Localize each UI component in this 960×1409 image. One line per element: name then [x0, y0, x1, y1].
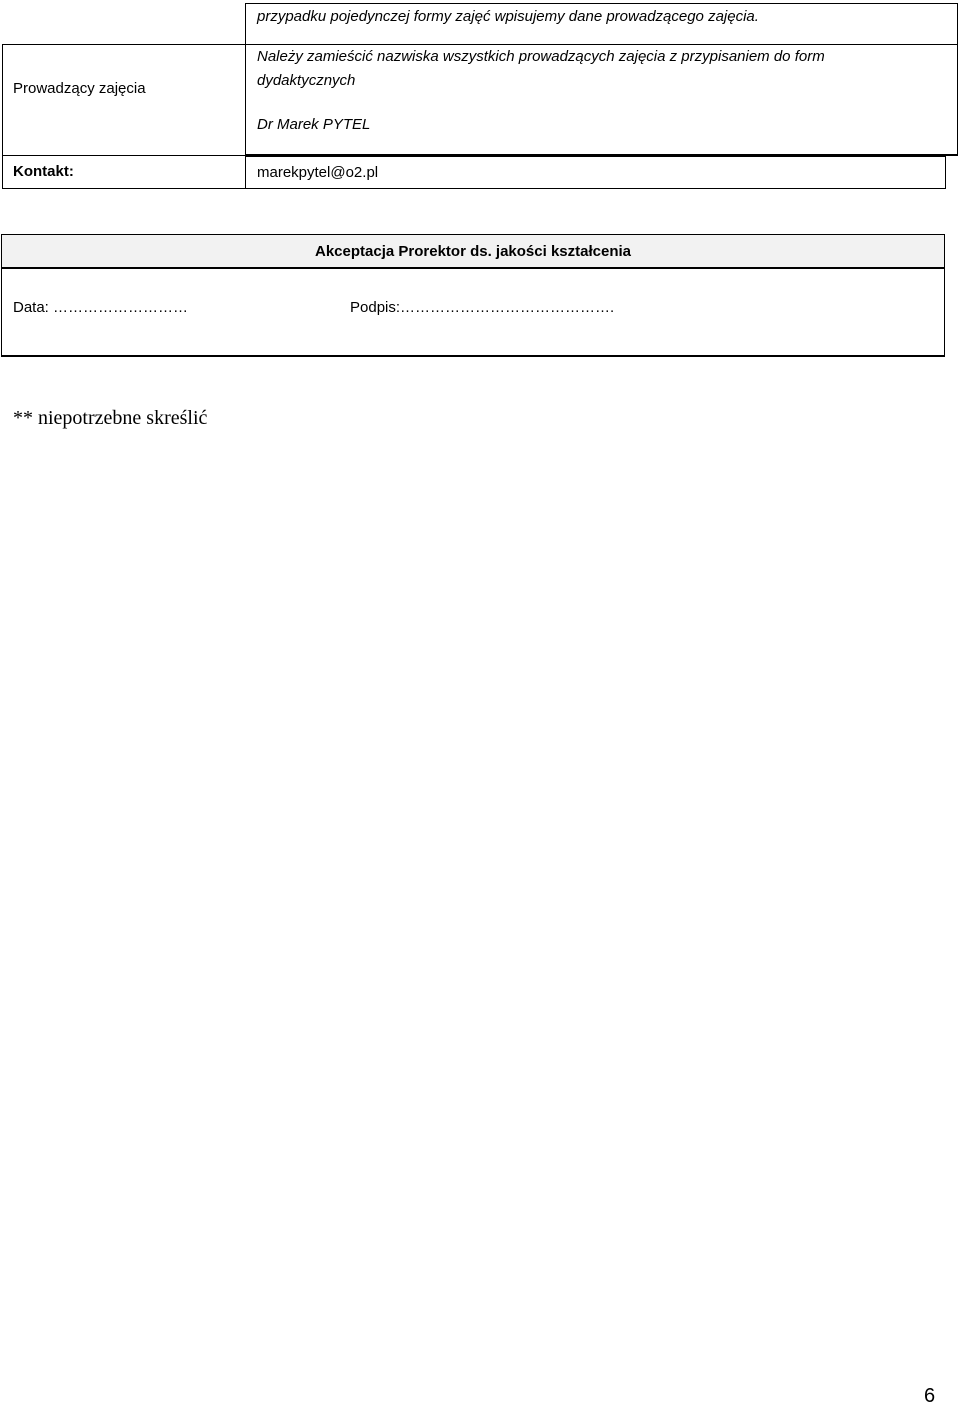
acceptance-heading: Akceptacja Prorektor ds. jakości kształcenia	[1, 234, 945, 269]
date-field-label: Data: ………………………	[13, 299, 189, 316]
course-info-table	[2, 0, 956, 188]
contact-value-cell	[245, 155, 946, 189]
teacher-name: Dr Marek PYTEL	[257, 116, 371, 133]
acceptance-body	[1, 268, 945, 357]
page-number: 6	[924, 1385, 936, 1407]
teacher-label: Prowadzący zajęcia	[13, 80, 146, 97]
contact-label: Kontakt:	[13, 163, 74, 180]
top-note-cell	[245, 3, 958, 45]
acceptance-table	[1, 234, 945, 357]
footnote: ** niepotrzebne skreślić	[13, 407, 208, 429]
teacher-instruction-line1: Należy zamieścić nazwiska wszystkich prowadzących zajęcia z przypisaniem do form	[257, 48, 825, 65]
teacher-value-cell	[245, 44, 958, 156]
contact-label-cell	[2, 155, 246, 189]
signature-field-label: Podpis:…………………………………….	[350, 299, 615, 316]
teacher-instruction-line2: dydaktycznych	[257, 72, 356, 89]
top-note-text: przypadku pojedynczej formy zajęć wpisujemy dane prowadzącego zajęcia.	[257, 8, 759, 25]
contact-email: marekpytel@o2.pl	[257, 164, 379, 181]
teacher-label-cell	[2, 44, 246, 156]
